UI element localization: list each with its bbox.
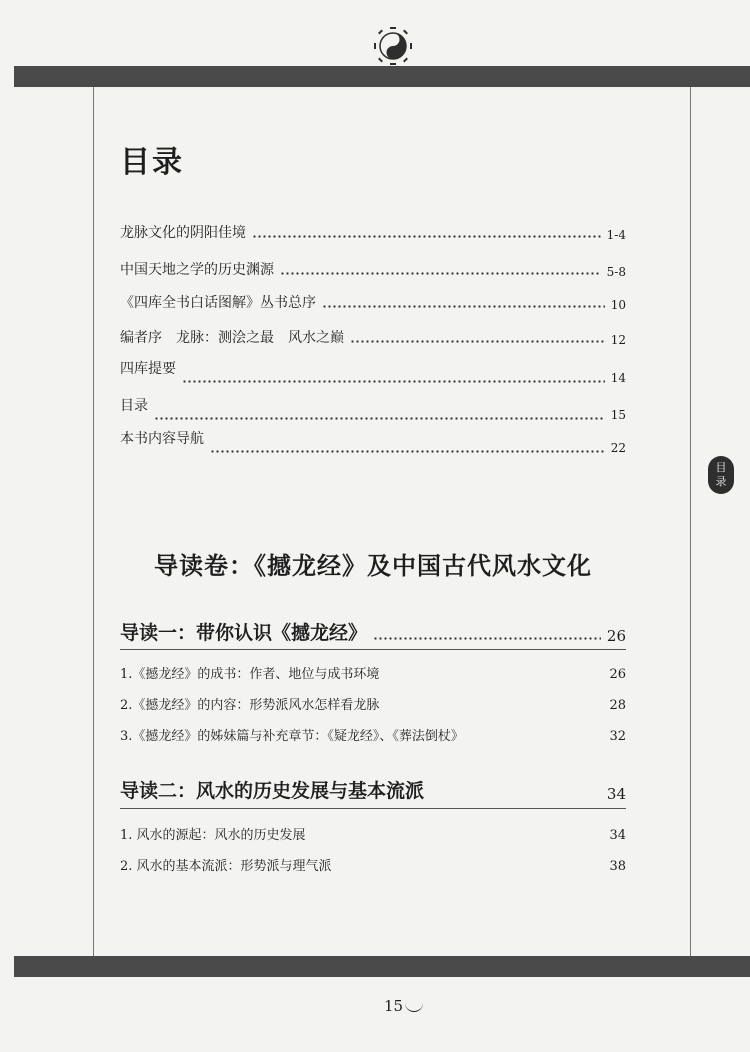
toc-entry[interactable] xyxy=(120,292,626,312)
header-band xyxy=(14,66,750,87)
toc-entry-page: 15 xyxy=(610,408,626,422)
toc-entry-label: 编者序 龙脉：测浍之最 风水之巅 xyxy=(120,330,344,346)
side-tab-char: 录 xyxy=(715,475,727,488)
side-tab-char: 目 xyxy=(715,461,727,474)
toc-subentry-page: 28 xyxy=(609,698,626,713)
toc-entry-label: 四库提要 xyxy=(120,361,176,377)
toc-entry[interactable] xyxy=(120,327,626,347)
section-divider xyxy=(120,808,626,809)
dot-leader xyxy=(430,787,601,799)
dot-leader xyxy=(385,667,603,679)
dot-leader xyxy=(252,227,601,239)
toc-subentry-page: 26 xyxy=(609,667,626,682)
dot-leader xyxy=(338,859,604,871)
toc-subentry-page: 32 xyxy=(609,729,626,744)
dot-leader xyxy=(154,409,605,421)
toc-subentry-label: 2. 风水的基本流派：形势派与理气派 xyxy=(120,859,332,874)
toc-entry[interactable] xyxy=(120,358,626,385)
toc-entry[interactable] xyxy=(120,428,626,455)
dot-leader xyxy=(182,372,605,384)
toc-section-page: 26 xyxy=(606,627,626,645)
dot-leader xyxy=(385,698,603,710)
toc-section[interactable] xyxy=(120,618,626,645)
page-number-text: 15 xyxy=(384,997,404,1015)
toc-section-page: 34 xyxy=(606,785,626,803)
toc-subentry-label: 1. 风水的源起：风水的历史发展 xyxy=(120,828,306,843)
toc-entry[interactable] xyxy=(120,395,626,422)
toc-subentry[interactable] xyxy=(120,663,626,682)
page-number xyxy=(384,997,423,1015)
toc-section-label: 导读一：带你认识《撼龙经》 xyxy=(120,622,368,644)
toc-entry-label: 《四库全书白话图解》丛书总序 xyxy=(120,295,316,311)
toc-subentry-label: 2.《撼龙经》的内容：形势派风水怎样看龙脉 xyxy=(120,698,380,713)
dot-leader xyxy=(210,442,605,454)
dot-leader xyxy=(312,828,604,840)
dot-leader xyxy=(470,729,604,741)
section-divider xyxy=(120,649,626,650)
toc-subentry[interactable] xyxy=(120,855,626,874)
toc-subentry[interactable] xyxy=(120,694,626,713)
page-title: 目录 xyxy=(120,145,184,180)
toc-entry-page: 12 xyxy=(610,333,626,347)
toc-entry-page: 10 xyxy=(610,298,626,312)
toc-entry-page: 14 xyxy=(610,371,626,385)
swash-ornament-icon xyxy=(405,1003,423,1012)
toc-entry-label: 龙脉文化的阴阳佳境 xyxy=(120,225,246,241)
bagua-emblem-icon xyxy=(373,26,413,66)
chapter-side-tab[interactable] xyxy=(708,456,734,494)
footer-band xyxy=(14,956,750,977)
toc-entry[interactable] xyxy=(120,259,626,279)
toc-entry[interactable] xyxy=(120,222,626,242)
toc-subentry-label: 3.《撼龙经》的姊妹篇与补充章节：《疑龙经》、《葬法倒杖》 xyxy=(120,729,464,744)
toc-section[interactable] xyxy=(120,776,626,803)
toc-entry-page: 22 xyxy=(610,441,626,455)
toc-entry-label: 目录 xyxy=(120,398,148,414)
toc-subentry[interactable] xyxy=(120,824,626,843)
toc-subentry-label: 1.《撼龙经》的成书：作者、地位与成书环境 xyxy=(120,667,380,682)
volume-title: 导读卷：《撼龙经》及中国古代风水文化 xyxy=(154,552,592,580)
dot-leader xyxy=(350,332,605,344)
toc-entry-label: 中国天地之学的历史渊源 xyxy=(120,262,274,278)
toc-entry-page: 1-4 xyxy=(606,228,626,242)
toc-subentry-page: 34 xyxy=(609,828,626,843)
toc-subentry[interactable] xyxy=(120,725,626,744)
dot-leader xyxy=(322,297,605,309)
toc-subentry-page: 38 xyxy=(609,859,626,874)
toc-section-label: 导读二：风水的历史发展与基本流派 xyxy=(120,780,425,802)
dot-leader xyxy=(280,264,601,276)
toc-entry-page: 5-8 xyxy=(606,265,626,279)
dot-leader xyxy=(373,629,601,641)
toc-entry-label: 本书内容导航 xyxy=(120,431,204,447)
